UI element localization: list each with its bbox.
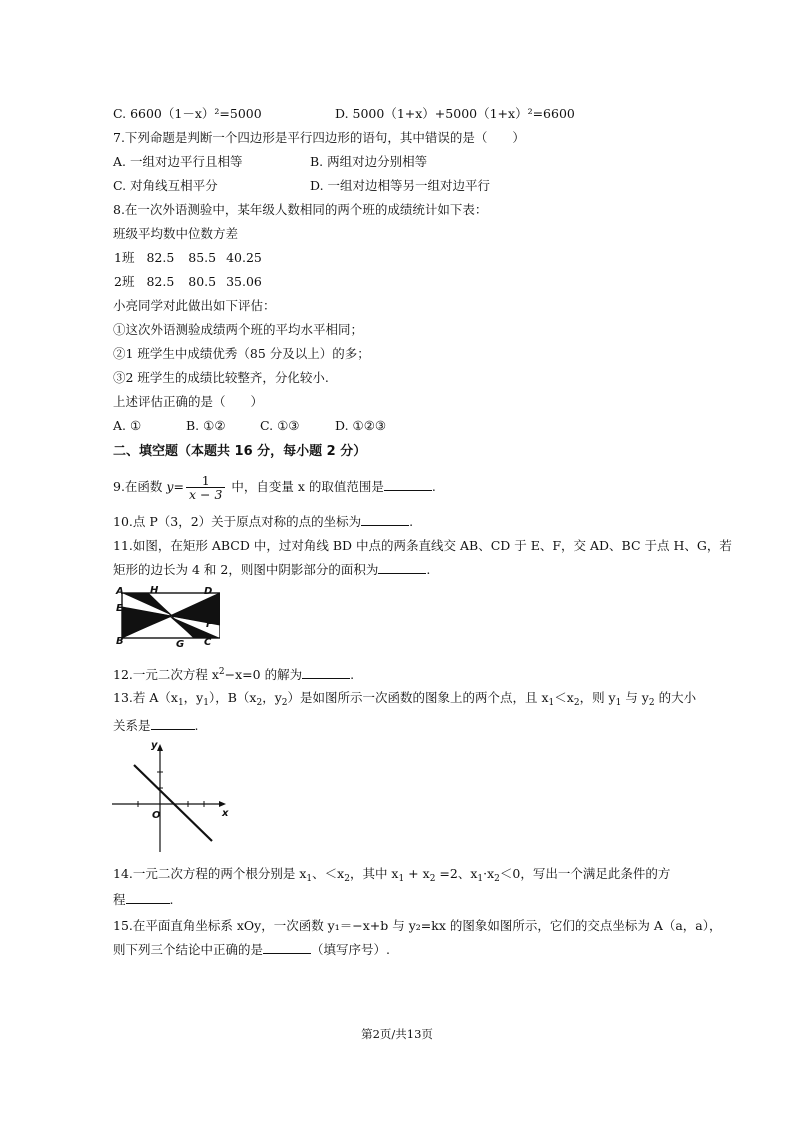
q8-row-1-variance: 40.25 [226, 250, 262, 265]
q14-t1: 14.一元二次方程的两个根分别是 x [113, 866, 307, 881]
q15-line-2-prefix: 则下列三个结论中正确的是 [113, 942, 264, 957]
q8-option-b: B. ①② [186, 418, 226, 433]
q7-option-b: B. 两组对边分别相等 [310, 154, 428, 169]
q9-suffix: 中，自变量 x 的取值范围是 [231, 479, 384, 494]
q14-t4: + x [404, 866, 430, 881]
q6-option-c: C. 6600（1－x）²=5000 [113, 106, 262, 121]
q12-line [113, 664, 354, 683]
q8-row-2-class: 2班 [114, 274, 135, 289]
q14-t7: ＜0，写出一个满足此条件的方 [499, 866, 671, 881]
q8-option-d: D. ①②③ [335, 418, 387, 433]
q13-line-1 [113, 690, 696, 711]
q13-t3: ），B（x [208, 690, 257, 705]
q13-sub3: 2 [256, 698, 263, 708]
q12-answer-blank[interactable] [302, 667, 350, 679]
q14-t6: ·x [483, 866, 495, 881]
q12-period: . [350, 667, 355, 682]
q11-label-c: C [204, 637, 212, 648]
q8-row-1 [114, 250, 262, 266]
q14-sub1: 1 [306, 874, 313, 884]
q13-line-2 [113, 718, 199, 734]
q14-sub3: 1 [398, 874, 405, 884]
q13-period: . [194, 718, 199, 733]
q11-label-g: G [176, 639, 185, 650]
q13-sub6: 2 [573, 698, 580, 708]
q14-sub2: 2 [344, 874, 350, 884]
q13-t1: 13.若 A（x [113, 690, 178, 705]
q10-line [113, 514, 413, 530]
q13-sub1: 1 [177, 698, 184, 708]
q8-ask: 上述评估正确的是（ ） [113, 394, 264, 409]
q14-t5: =2、x [435, 866, 478, 881]
q9-prefix: 9.在函数 [113, 479, 163, 494]
q11-period: . [426, 562, 431, 577]
q13-t4: ，y [262, 690, 282, 705]
q11-label-b: B [116, 636, 124, 647]
q10-period: . [409, 514, 414, 529]
q8-intro: 小亮同学对此做出如下评估： [113, 298, 276, 313]
q12-prefix: 12.一元二次方程 x [113, 667, 219, 682]
q11-label-a: A [116, 586, 124, 597]
q10-answer-blank[interactable] [361, 514, 409, 526]
q12-exponent: 2 [218, 667, 225, 677]
q11-label-e: E [116, 603, 123, 614]
q14-answer-blank[interactable] [126, 892, 170, 904]
q8-row-1-median: 85.5 [188, 250, 217, 265]
q6-option-d: D. 5000（1+x）+5000（1+x）²=6600 [335, 106, 575, 121]
q8-row-2 [114, 274, 262, 290]
q7-option-c: C. 对角线互相平分 [113, 178, 218, 193]
q11-line-1: 11.如图，在矩形 ABCD 中，过对角线 BD 中点的两条直线交 AB、CD 于 E、F，交 AD、BC 于点 H、G，若 [113, 538, 732, 553]
q8-option-c: C. ①③ [260, 418, 300, 433]
q13-t6: ＜x [554, 690, 574, 705]
q9-numerator: 1 [186, 474, 225, 488]
q13-sub8: 2 [648, 698, 655, 708]
q9-y-var: y [166, 479, 174, 494]
q13-x-arrow [219, 801, 226, 807]
q14-line-2-text: 程 [113, 892, 126, 907]
q8-row-2-median: 80.5 [188, 274, 217, 289]
page-footer: 第2页/共13页 [361, 1027, 433, 1041]
q14-t3: ，其中 x [349, 866, 399, 881]
q7-option-d: D. 一组对边相等另一组对边平行 [310, 178, 491, 193]
q13-t2: ，y [183, 690, 204, 705]
q14-t2: 、＜x [312, 866, 345, 881]
q13-t5: ）是如图所示一次函数的图象上的两个点，且 x [287, 690, 549, 705]
q8-row-2-mean: 82.5 [146, 274, 175, 289]
q14-line-2 [113, 892, 174, 908]
q7-option-a: A. 一组对边平行且相等 [113, 154, 243, 169]
q9-equals: = [173, 479, 184, 494]
q13-label-o: O [152, 810, 161, 821]
q13-function-line [134, 765, 212, 841]
q8-row-1-mean: 82.5 [146, 250, 175, 265]
section-2-heading: 二、填空题（本题共 16 分，每小题 2 分） [113, 444, 367, 459]
q11-label-h: H [150, 585, 159, 596]
q13-answer-blank[interactable] [151, 718, 195, 730]
q9-denominator: x − 3 [188, 487, 223, 502]
q13-line-2-text: 关系是 [113, 718, 151, 733]
q13-sub4: 2 [281, 698, 288, 708]
q14-line-1 [113, 866, 670, 887]
q8-option-a: A. ① [113, 418, 142, 433]
q9-period: . [431, 479, 436, 494]
q11-answer-blank[interactable] [378, 562, 426, 574]
q13-sub7: 1 [615, 698, 622, 708]
q14-sub5: 1 [477, 874, 484, 884]
q11-line-2 [113, 562, 430, 578]
q13-sub2: 1 [203, 698, 209, 708]
q15-line-2 [113, 942, 390, 958]
q13-label-y: y [151, 740, 158, 751]
q8-row-2-variance: 35.06 [226, 274, 262, 289]
q12-suffix: −x=0 的解为 [224, 667, 303, 682]
q8-claim-1: ①这次外语测验成绩两个班的平均水平相同； [113, 322, 364, 337]
q9-fraction [186, 474, 225, 501]
q10-text: 10.点 P（3，2）关于原点对称的点的坐标为 [113, 514, 362, 529]
q13-graph-figure [108, 740, 233, 858]
q8-stem: 8.在一次外语测验中，某年级人数相同的两个班的成绩统计如下表： [113, 202, 488, 217]
q13-t9: 的大小 [654, 690, 697, 705]
q14-sub4: 2 [429, 874, 436, 884]
q7-stem: 7.下列命题是判断一个四边形是平行四边形的语句，其中错误的是（ ） [113, 130, 525, 145]
q11-label-d: D [204, 586, 213, 597]
q8-claim-2: ②1 班学生中成绩优秀（85 分及以上）的多； [113, 346, 370, 361]
q13-t7: ，则 y [579, 690, 616, 705]
q9-answer-blank[interactable] [384, 479, 432, 491]
q15-line-2-suffix: （填写序号）. [311, 942, 390, 957]
q15-answer-blank[interactable] [263, 942, 311, 954]
q13-sub5: 1 [548, 698, 555, 708]
q8-row-1-class: 1班 [114, 250, 135, 265]
q15-line-1: 15.在平面直角坐标系 xOy，一次函数 y₁＝−x+b 与 y₂=kx 的图象如图所示，它们的交点坐标为 A（a，a）， [113, 918, 722, 933]
q8-claim-3: ③2 班学生的成绩比较整齐，分化较小. [113, 370, 329, 385]
q11-line-2-text: 矩形的边长为 4 和 2，则图中阴影部分的面积为 [113, 562, 379, 577]
q14-sub6: 2 [494, 874, 500, 884]
q9-line [113, 470, 436, 504]
q8-table-header: 班级平均数中位数方差 [113, 226, 239, 241]
q14-period: . [169, 892, 174, 907]
q13-t8: 与 y [621, 690, 649, 705]
q11-label-f: F [206, 619, 213, 630]
q13-label-x: x [222, 808, 229, 819]
